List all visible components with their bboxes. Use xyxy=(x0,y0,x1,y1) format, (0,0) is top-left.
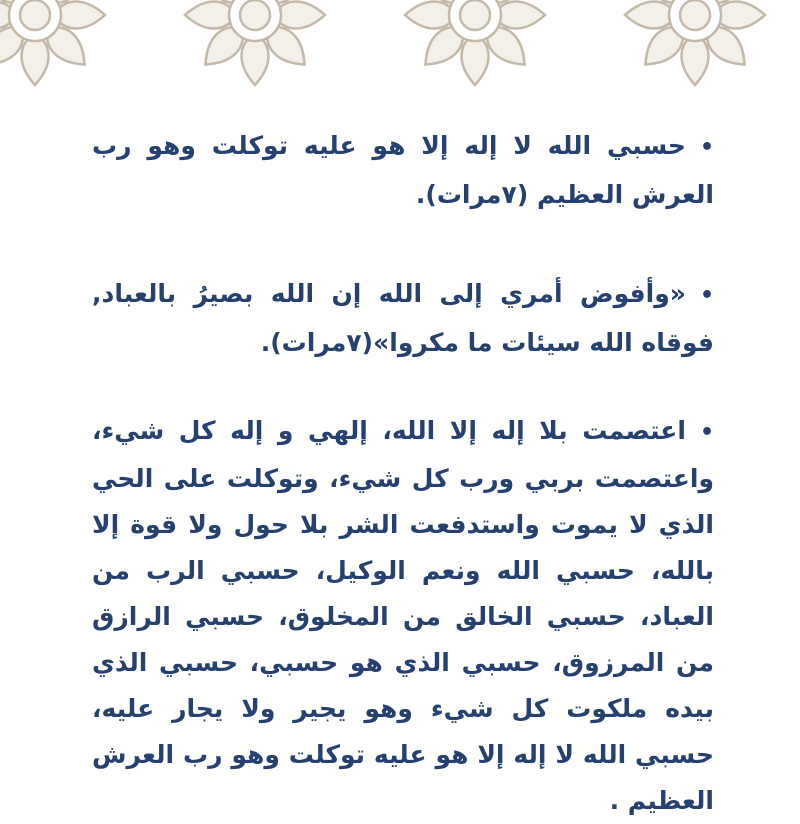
dhikr-text: «وأفوض أمري إلى الله إن الله بصيرُ بالعباد, فوقاه الله سيئات ما مكروا»(٧مرات). xyxy=(92,279,714,357)
arabesque-ornament-icon xyxy=(0,0,110,90)
bullet-icon: • xyxy=(699,283,714,308)
arabesque-ornament-icon xyxy=(400,0,550,90)
ornament-band xyxy=(0,0,800,95)
arabesque-ornament-icon xyxy=(180,0,330,90)
dhikr-text: اعتصمت بلا إله إلا الله، إلهي و إله كل شيء، واعتصمت بربي ورب كل شيء، وتوكلت على الحي الذي لا يموت واستدفعت الشر بلا حول ولا قوة إلا بالله، حسبي الله ونعم الوكيل، حسبي الرب من العباد، حسبي الخالق من المخلوق، حسبي الرازق من المرزوق، حسبي الذي هو حسبي، حسبي الذي بيده ملكوت كل شيء وهو يجير ولا يجار عليه، حسبي الله لا إله إلا هو عليه توكلت وهو رب العرش العظيم . xyxy=(92,416,714,815)
dhikr-item xyxy=(92,270,714,366)
arabesque-ornament-icon xyxy=(620,0,770,90)
dhikr-text: حسبي الله لا إله إلا هو عليه توكلت وهو رب العرش العظيم (٧مرات). xyxy=(92,131,714,209)
dhikr-item xyxy=(92,122,714,218)
bullet-icon: • xyxy=(699,135,714,160)
bullet-icon: • xyxy=(699,420,714,445)
dhikr-item xyxy=(92,408,714,824)
